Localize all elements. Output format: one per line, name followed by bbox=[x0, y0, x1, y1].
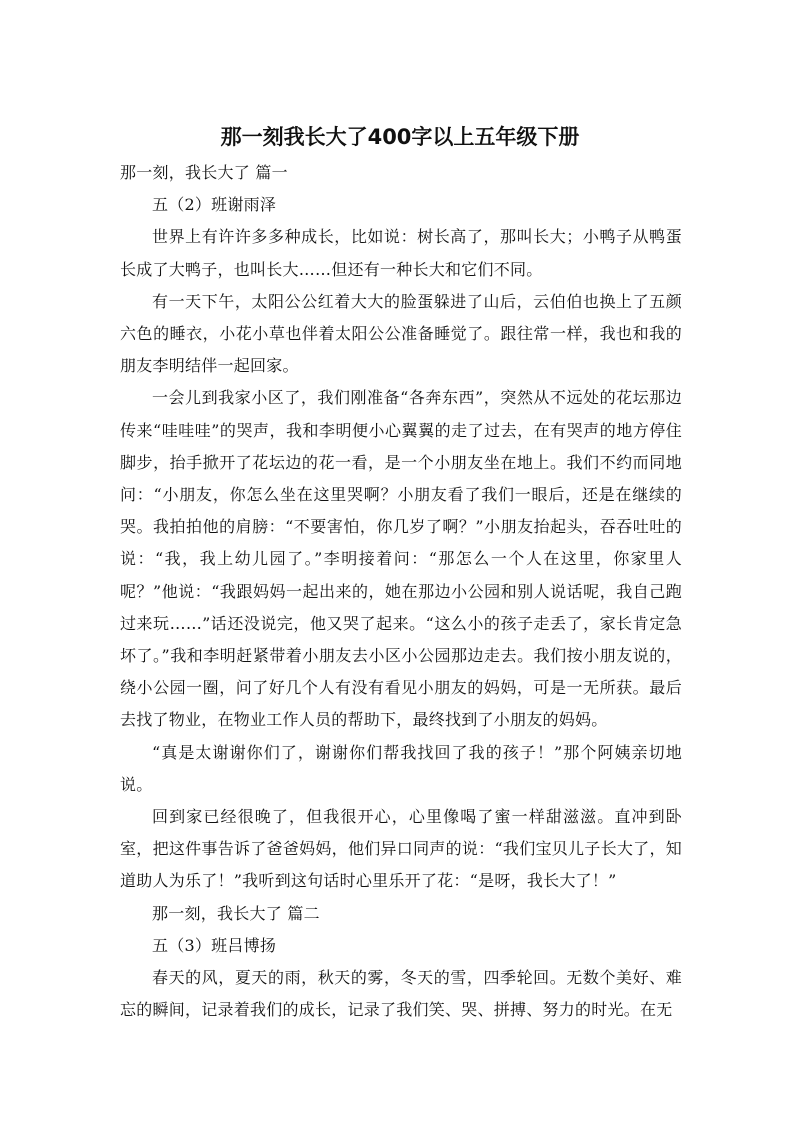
paragraph: 春天的风，夏天的雨，秋天的雾，冬天的雪，四季轮回。无数个美好、难忘的瞬间，记录着我们的成长，记录了我们笑、哭、拼搏、努力的时光。在无 bbox=[120, 968, 682, 1020]
paragraph: 一会儿到我家小区了，我们刚准备“各奔东西”，突然从不远处的花坛那边传来“哇哇哇”的哭声，我和李明便小心翼翼的走了过去，在有哭声的地方停住脚步，抬手掀开了花坛边的花一看，是一个小朋友坐在地上。我们不约而同地问：“小朋友，你怎么坐在这里哭啊？小朋友看了我们一眼后，还是在继续的哭。我拍拍他的肩膀：“不要害怕，你几岁了啊？”小朋友抬起头，吞吞吐吐的说：“我，我上幼儿园了。”李明接着问：“那怎么一个人在这里，你家里人呢？”他说：“我跟妈妈一起出来的，她在那边小公园和别人说话呢，我自己跑过来玩……”话还没说完，他又哭了起来。“这么小的孩子走丢了，家长肯定急坏了。”我和李明赶紧带着小朋友去小区小公园那边走去。我们按小朋友说的，绕小公园一圈，问了好几个人有没有看见小朋友的妈妈，可是一无所获。最后去找了物业，在物业工作人员的帮助下，最终找到了小朋友的妈妈。 bbox=[120, 388, 682, 730]
paragraph: 五（3）班吕博扬 bbox=[152, 935, 277, 955]
paragraph: 有一天下午，太阳公公红着大大的脸蛋躲进了山后，云伯伯也换上了五颜六色的睡衣，小花小草也伴着太阳公公准备睡觉了。跟往常一样，我也和我的朋友李明结伴一起回家。 bbox=[120, 291, 682, 376]
paragraph: 五（2）班谢雨泽 bbox=[152, 195, 277, 215]
paragraph: 回到家已经很晚了，但我很开心，心里像喝了蜜一样甜滋滋。直冲到卧室，把这件事告诉了爸爸妈妈，他们异口同声的说：“我们宝贝儿子长大了，知道助人为乐了！”我听到这句话时心里乐开了花：“是呀，我长大了！” bbox=[120, 807, 682, 891]
paragraph: “真是太谢谢你们了，谢谢你们帮我找回了我的孩子！”那个阿姨亲切地说。 bbox=[120, 742, 682, 794]
paragraph: 那一刻，我长大了 篇二 bbox=[152, 903, 320, 923]
paragraph: 那一刻，我长大了 篇一 bbox=[120, 163, 288, 182]
paragraph: 世界上有许许多多种成长，比如说：树长高了，那叫长大；小鸭子从鸭蛋长成了大鸭子，也叫长大……但还有一种长大和它们不同。 bbox=[120, 227, 682, 279]
document-body bbox=[120, 157, 682, 1026]
document-title: 那一刻我长大了400字以上五年级下册 bbox=[220, 125, 580, 149]
